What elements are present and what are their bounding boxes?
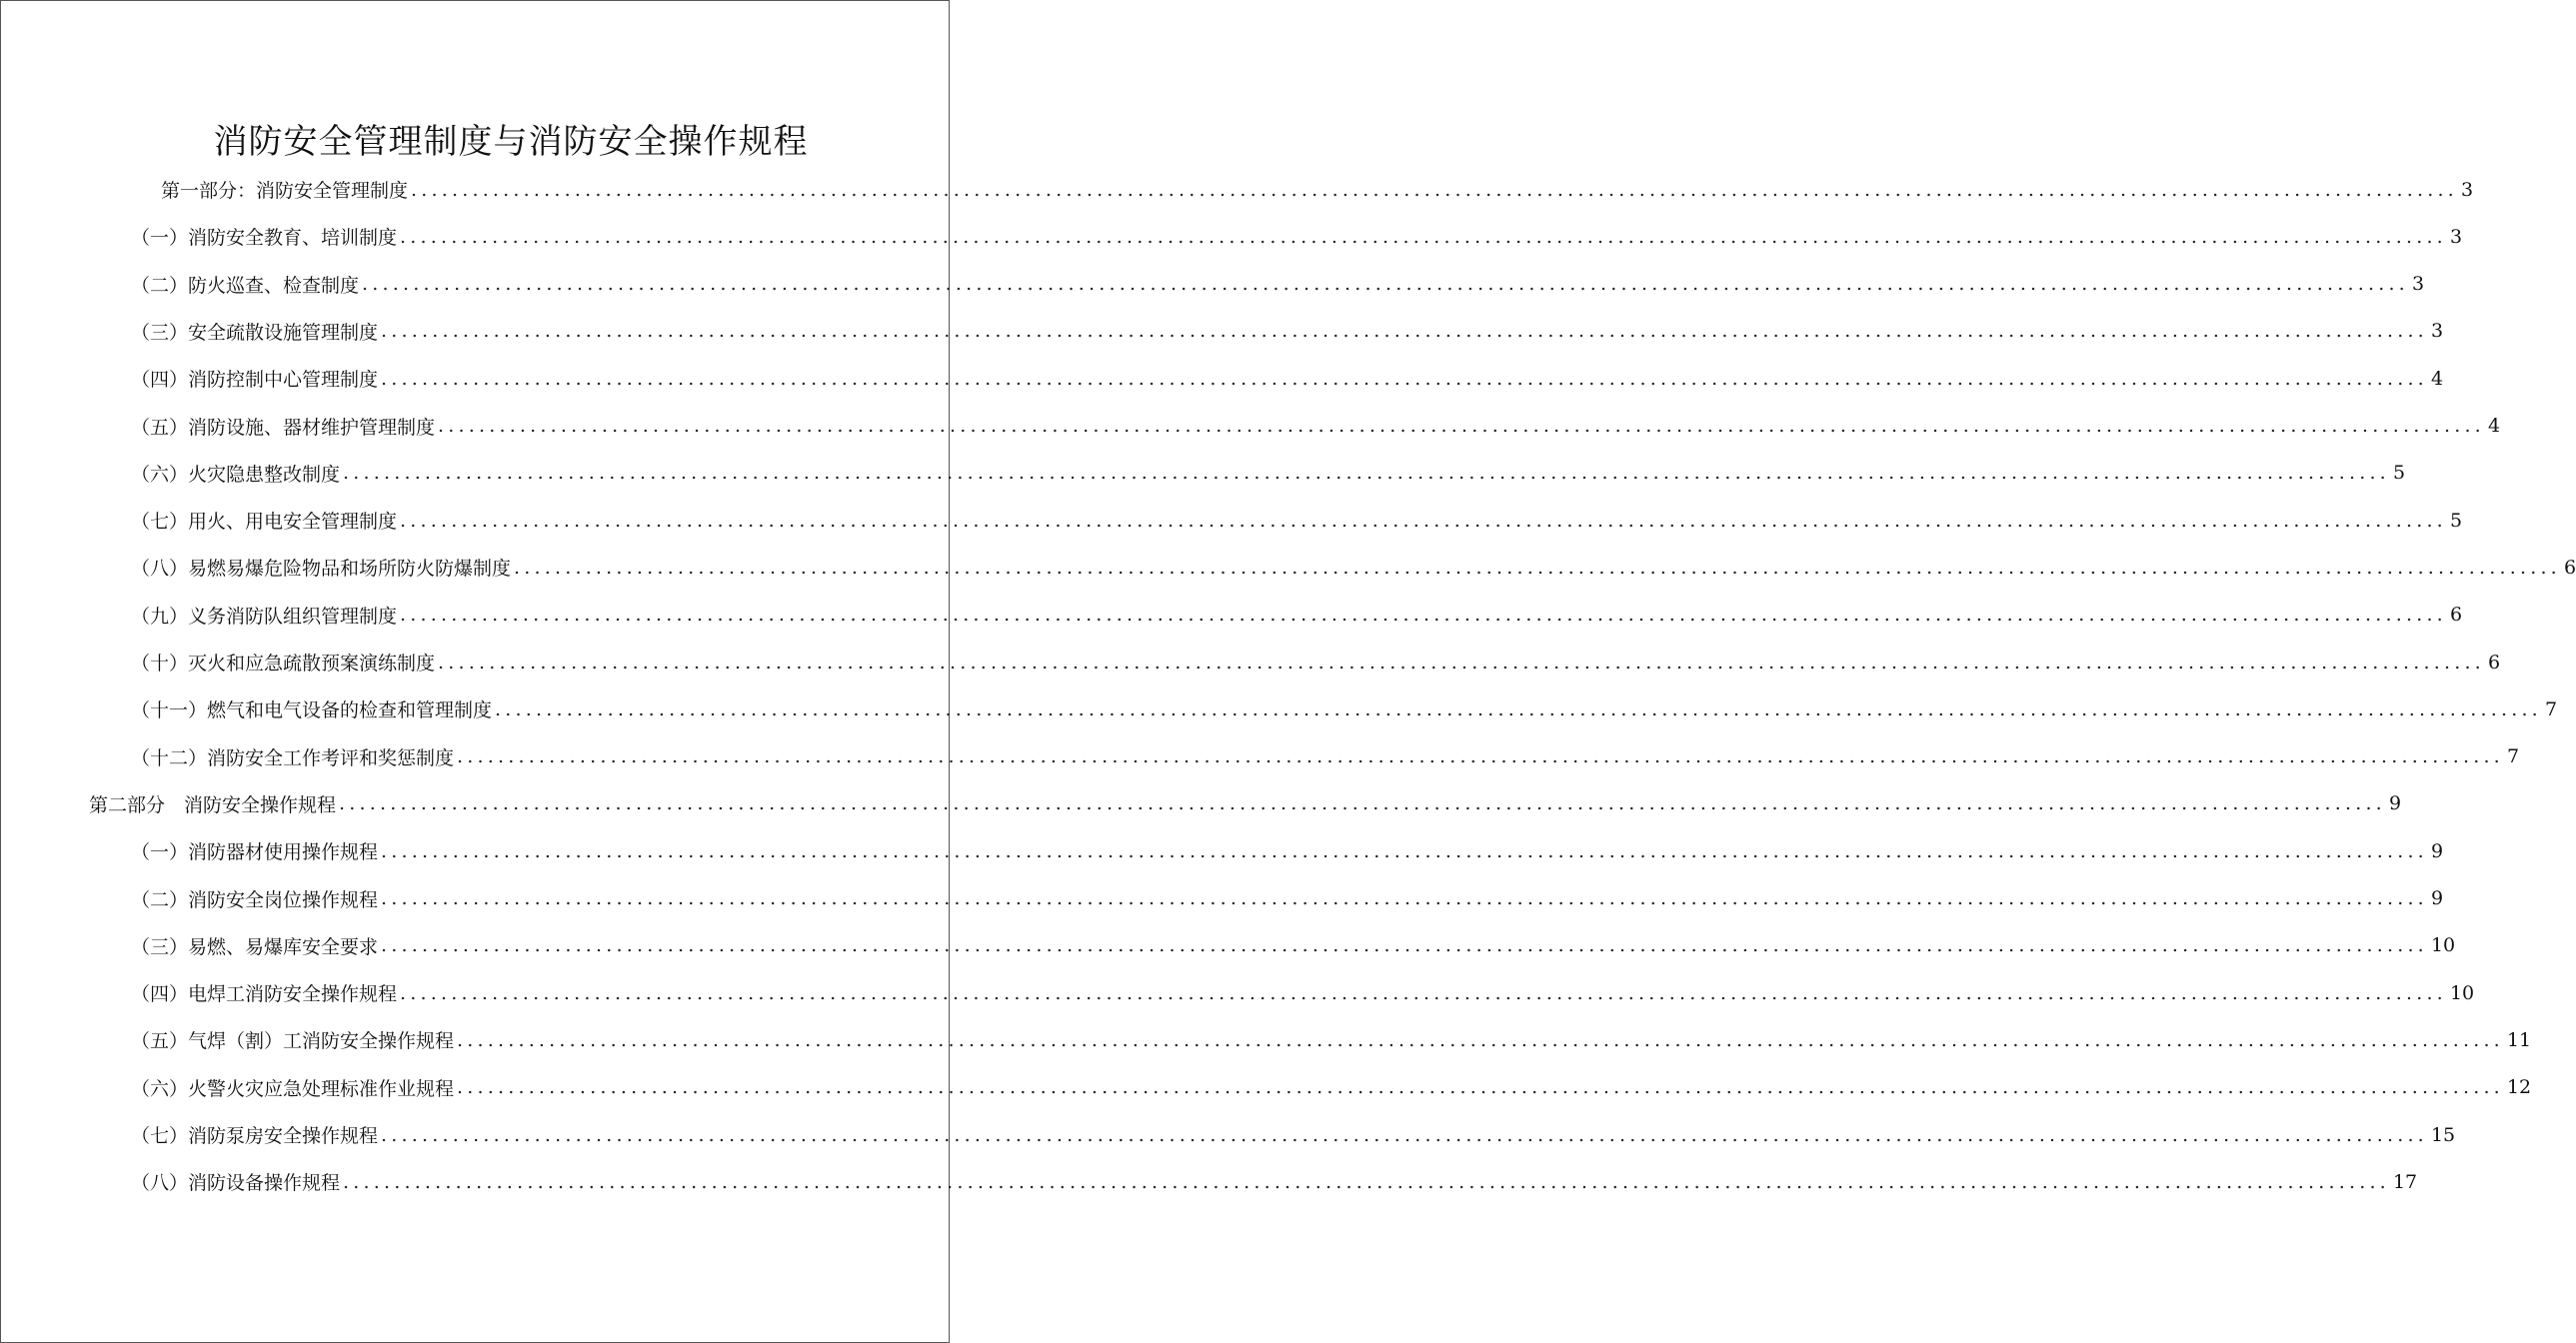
toc-leader-dots: ........................................................................................................................................................................................................ [400,604,2447,627]
toc-entry[interactable] [131,355,2444,402]
toc-entry-page: 6 [2563,556,2576,579]
toc-entry-page: 15 [2430,1123,2456,1146]
toc-leader-dots: ........................................................................................................................................................................................................ [362,273,2409,296]
toc-entry[interactable] [131,639,2501,685]
toc-entry-text: （八）消防设备操作规程 [131,1172,341,1195]
toc-entry[interactable] [131,733,2520,780]
toc-entry-page: 10 [2449,981,2475,1004]
toc-entry-page: 6 [2487,651,2501,673]
toc-entry[interactable] [131,875,2444,922]
toc-entry[interactable] [131,308,2444,355]
toc-entry[interactable] [131,213,2463,260]
toc-entry-text: （十一）燃气和电气设备的检查和管理制度 [131,699,493,722]
toc-entry-page: 9 [2430,887,2444,909]
toc-leader-dots: ........................................................................................................................................................................................................ [381,934,2428,957]
toc-entry[interactable] [131,1158,2418,1205]
toc-leader-dots: ........................................................................................................................................................................................................ [343,1170,2390,1193]
toc-leader-dots: ........................................................................................................................................................................................................ [343,462,2390,485]
toc-entry-page: 7 [2544,697,2558,720]
toc-entry-page: 5 [2392,462,2406,485]
toc-leader-dots: ........................................................................................................................................................................................................ [400,509,2447,532]
toc-entry-page: 11 [2506,1028,2532,1051]
toc-entry-text: （一）消防器材使用操作规程 [131,841,379,864]
toc-entry-page: 4 [2487,415,2501,437]
toc-leader-dots: ........................................................................................................................................................................................................ [381,887,2428,909]
toc-entry-page: 9 [2388,792,2402,815]
toc-entry[interactable] [89,780,2402,827]
toc-leader-dots: ........................................................................................................................................................................................................ [438,415,2485,437]
toc-entry-page: 4 [2430,367,2444,390]
toc-entry-text: （十二）消防安全工作考评和奖惩制度 [131,746,455,769]
toc-leader-dots: ........................................................................................................................................................................................................ [411,178,2458,201]
toc-entry-page: 17 [2392,1170,2418,1193]
toc-entry-text: （七）消防泵房安全操作规程 [131,1125,379,1147]
toc-entry-page: 3 [2460,178,2474,201]
toc-leader-dots: ........................................................................................................................................................................................................ [400,981,2447,1004]
toc-leader-dots: ........................................................................................................................................................................................................ [457,1076,2504,1099]
toc-entry[interactable] [161,166,2474,213]
toc-entry[interactable] [131,969,2475,1016]
toc-entry-page: 9 [2430,839,2444,862]
toc-entry[interactable] [131,1016,2532,1063]
toc-entry-text: （九）义务消防队组织管理制度 [131,605,398,628]
toc-entry-page: 10 [2430,934,2456,957]
toc-entry-page: 5 [2449,509,2463,532]
toc-entry-text: （三）易燃、易爆库安全要求 [131,935,379,958]
toc-leader-dots: ........................................................................................................................................................................................................ [457,1028,2504,1051]
toc-entry[interactable] [131,403,2501,450]
toc-leader-dots: ........................................................................................................................................................................................................ [400,225,2447,248]
toc-entry[interactable] [131,592,2463,639]
toc-entry-text: （四）电焊工消防安全操作规程 [131,983,398,1006]
toc-entry-page: 6 [2449,604,2463,627]
toc-entry-text: （三）安全疏散设施管理制度 [131,321,379,344]
toc-entry-text: （二）防火巡查、检查制度 [131,274,360,297]
toc-entry-text: （八）易燃易爆危险物品和场所防火防爆制度 [131,558,512,581]
toc-entry-text: （五）消防设施、器材维护管理制度 [131,416,436,439]
toc-leader-dots: ........................................................................................................................................................................................................ [381,367,2428,390]
toc-entry-text: （十）灭火和应急疏散预案演练制度 [131,653,436,674]
toc-entry[interactable] [131,827,2444,874]
document-title: 消防安全管理制度与消防安全操作规程 [213,122,809,162]
toc-entry[interactable] [131,450,2406,497]
toc-leader-dots: ........................................................................................................................................................................................................ [381,320,2428,343]
toc-entry-text: 第一部分：消防安全管理制度 [161,180,409,202]
toc-entry-page: 3 [2430,320,2444,343]
toc-entry[interactable] [131,497,2463,544]
toc-leader-dots: ........................................................................................................................................................................................................ [339,792,2386,815]
toc-entry-text: （七）用火、用电安全管理制度 [131,511,398,534]
toc-leader-dots: ........................................................................................................................................................................................................ [495,697,2542,720]
toc-entry-text: （一）消防安全教育、培训制度 [131,227,398,250]
toc-entry-text: 第二部分 消防安全操作规程 [89,793,337,816]
toc-entry-page: 12 [2506,1076,2532,1099]
toc-entry[interactable] [131,544,2576,591]
toc-leader-dots: ........................................................................................................................................................................................................ [381,839,2428,862]
toc-entry-text: （六）火灾隐患整改制度 [131,463,341,486]
toc-entry-text: （二）消防安全岗位操作规程 [131,888,379,911]
toc-entry[interactable] [131,261,2425,308]
toc-entry[interactable] [131,685,2558,732]
toc-entry-page: 3 [2411,273,2425,296]
toc-entry[interactable] [131,1064,2532,1111]
toc-leader-dots: ........................................................................................................................................................................................................ [457,745,2504,768]
toc-leader-dots: ........................................................................................................................................................................................................ [514,556,2561,579]
toc-entry-text: （四）消防控制中心管理制度 [131,369,379,392]
toc-leader-dots: ........................................................................................................................................................................................................ [381,1123,2428,1146]
toc-entry[interactable] [131,922,2456,969]
toc-entry-text: （五）气焊（割）工消防安全操作规程 [131,1030,455,1053]
toc-entry[interactable] [131,1111,2456,1158]
toc-entry-page: 3 [2449,225,2463,248]
toc-leader-dots: ........................................................................................................................................................................................................ [438,651,2485,673]
toc-entry-text: （六）火警火灾应急处理标准作业规程 [131,1077,455,1100]
toc-entry-page: 7 [2506,745,2520,768]
